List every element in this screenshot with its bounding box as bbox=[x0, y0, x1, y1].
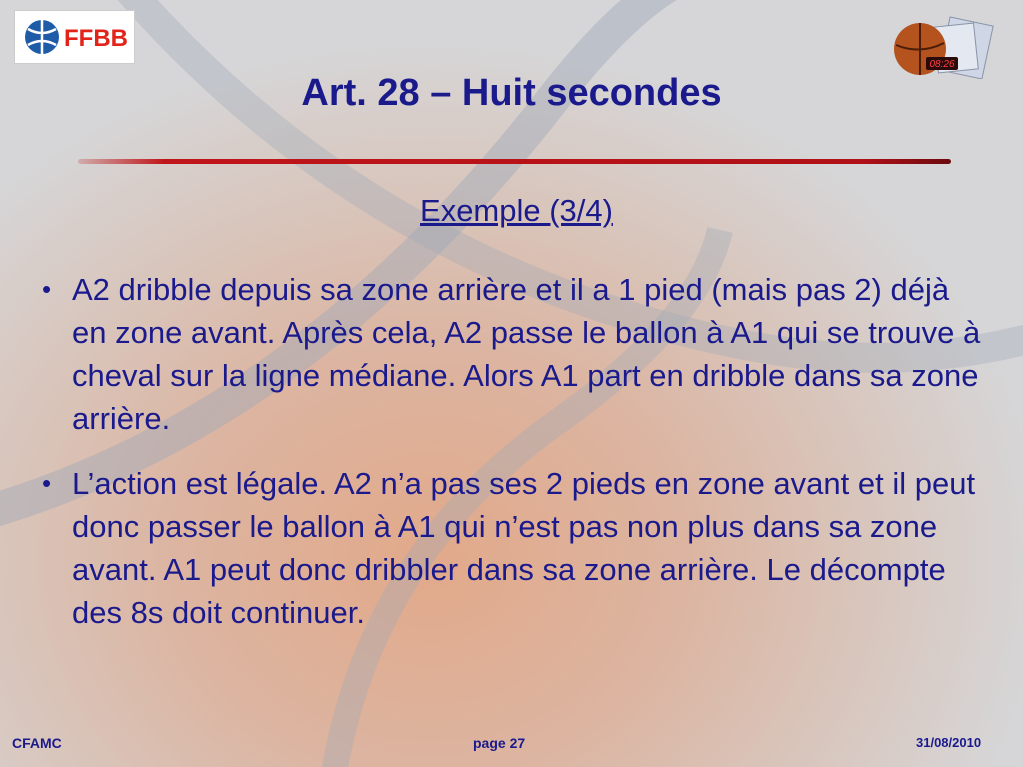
ffbb-logo bbox=[14, 10, 135, 64]
footer-date: 31/08/2010 bbox=[916, 735, 982, 750]
cfamc-emblem-icon bbox=[892, 15, 996, 79]
bullet-item bbox=[42, 268, 982, 440]
ffbb-logo-icon bbox=[20, 15, 130, 59]
bullet-text: A2 dribble depuis sa zone arrière et il a 1 pied (mais pas 2) déjà en zone avant. Après cela, A2 passe le ballon à A1 qui se trouve à cheval sur la ligne médiane. Alors A1 part en dribble dans sa zone arrière. bbox=[72, 272, 981, 436]
title-divider bbox=[78, 159, 951, 164]
bullet-list bbox=[42, 268, 982, 634]
footer-page-number: page 27 bbox=[473, 735, 526, 751]
footer-organization: CFAMC bbox=[12, 735, 62, 751]
clock-readout: 08:26 bbox=[929, 59, 955, 70]
bullet-text: L’action est légale. A2 n’a pas ses 2 pieds en zone avant et il peut donc passer le ballon à A1 qui n’est pas non plus dans sa zone avant. A1 peut donc dribbler dans sa zone arrière. Le décompte des 8s doit continuer. bbox=[72, 466, 976, 630]
bullet-dot-icon: • bbox=[42, 274, 52, 304]
slide-subtitle: Exemple (3/4) bbox=[420, 193, 613, 228]
bullet-item bbox=[42, 462, 982, 634]
bullet-dot-icon: • bbox=[42, 468, 52, 498]
cfamc-logo bbox=[892, 15, 996, 79]
ffbb-logo-text: FFBB bbox=[63, 25, 128, 52]
slide-title: Art. 28 – Huit secondes bbox=[301, 72, 722, 114]
